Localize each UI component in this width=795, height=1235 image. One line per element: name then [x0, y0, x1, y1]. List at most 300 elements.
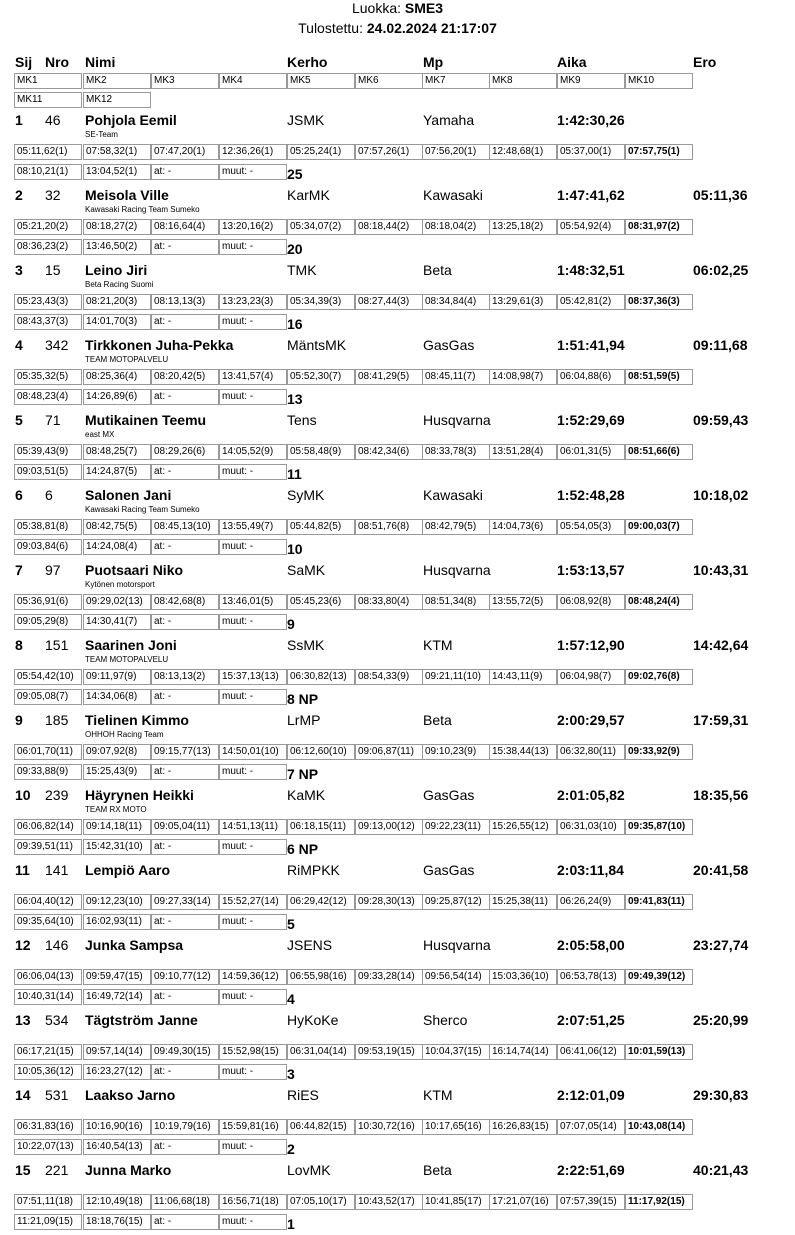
split-time: 14:34,06(8): [83, 689, 151, 705]
team-name: TEAM MOTOPALVELU: [85, 355, 169, 364]
split-time: 09:02,76(8): [625, 669, 693, 685]
bike: Beta: [423, 262, 452, 278]
club: JSENS: [287, 937, 333, 953]
club: SaMK: [287, 562, 326, 578]
split-time: 06:30,82(13): [287, 669, 355, 685]
split-time: 10:05,36(12): [14, 1064, 82, 1080]
split-time: 06:53,78(13): [557, 969, 625, 985]
printed-header: [0, 20, 795, 36]
split-time: 06:12,60(10): [287, 744, 355, 760]
split-time: 05:36,91(6): [14, 594, 82, 610]
class-value: SME3: [404, 0, 444, 16]
start-number: 46: [45, 112, 61, 128]
club: SsMK: [287, 637, 325, 653]
at-penalty: at: -: [151, 164, 219, 180]
start-number: 239: [45, 787, 69, 803]
points: 20: [287, 241, 303, 257]
points: 16: [287, 316, 303, 332]
split-time: 09:41,83(11): [625, 894, 693, 910]
at-penalty: at: -: [151, 764, 219, 780]
split-time: 16:14,74(14): [489, 1044, 557, 1060]
split-header: MK12: [83, 92, 151, 108]
split-time: 09:28,30(13): [355, 894, 423, 910]
split-time: 08:31,97(2): [625, 219, 693, 235]
split-time: 09:11,97(9): [83, 669, 151, 685]
split-time: 08:29,26(6): [151, 444, 219, 460]
gap: 23:27,74: [693, 937, 749, 953]
split-time: 08:25,36(4): [83, 369, 151, 385]
split-time: 13:46,50(2): [83, 239, 151, 255]
points: 11: [287, 466, 302, 482]
split-header: MK4: [219, 73, 287, 89]
start-number: 141: [45, 862, 69, 878]
bike: Beta: [423, 1162, 452, 1178]
rider-name: Pohjola Eemil: [85, 112, 177, 128]
split-time: 09:14,18(11): [83, 819, 151, 835]
rider-name: Leino Jiri: [85, 262, 148, 278]
bike: Beta: [423, 712, 452, 728]
split-time: 16:40,54(13): [83, 1139, 151, 1155]
split-time: 06:26,24(9): [557, 894, 625, 910]
split-time: 15:03,36(10): [489, 969, 557, 985]
split-header: MK9: [557, 73, 625, 89]
total-time: 1:48:32,51: [557, 262, 625, 278]
split-time: 10:01,59(13): [625, 1044, 693, 1060]
split-time: 08:51,34(8): [422, 594, 490, 610]
total-time: 1:57:12,90: [557, 637, 625, 653]
split-time: 14:24,87(5): [83, 464, 151, 480]
split-time: 06:41,06(12): [557, 1044, 625, 1060]
club: RiMPKK: [287, 862, 340, 878]
split-time: 14:05,52(9): [219, 444, 287, 460]
points: 25: [287, 166, 303, 182]
position: 2: [15, 187, 23, 203]
split-time: 09:10,77(12): [151, 969, 219, 985]
other-penalty: muut: -: [219, 164, 287, 180]
points: 5: [287, 916, 295, 932]
split-time: 08:45,13(10): [151, 519, 219, 535]
split-time: 09:07,92(8): [83, 744, 151, 760]
bike: Kawasaki: [423, 187, 483, 203]
start-number: 32: [45, 187, 61, 203]
split-time: 10:04,37(15): [422, 1044, 490, 1060]
start-number: 185: [45, 712, 69, 728]
split-time: 08:33,78(3): [422, 444, 490, 460]
split-time: 08:18,44(2): [355, 219, 423, 235]
total-time: 1:47:41,62: [557, 187, 625, 203]
total-time: 2:00:29,57: [557, 712, 625, 728]
printed-label: Tulostettu:: [298, 20, 363, 36]
points: 8 NP: [287, 691, 319, 707]
total-time: 2:22:51,69: [557, 1162, 625, 1178]
team-name: Kawasaki Racing Team Sumeko: [85, 505, 200, 514]
split-time: 11:17,92(15): [625, 1194, 693, 1210]
split-time: 08:21,20(3): [83, 294, 151, 310]
column-header-gap-header: Ero: [693, 54, 717, 70]
at-penalty: at: -: [151, 989, 219, 1005]
other-penalty: muut: -: [219, 989, 287, 1005]
split-time: 14:26,89(6): [83, 389, 151, 405]
split-time: 08:42,75(5): [83, 519, 151, 535]
at-penalty: at: -: [151, 614, 219, 630]
split-time: 15:52,27(14): [219, 894, 287, 910]
split-time: 05:58,48(9): [287, 444, 355, 460]
split-time: 10:19,79(16): [151, 1119, 219, 1135]
at-penalty: at: -: [151, 1064, 219, 1080]
column-header-club-header: Kerho: [287, 54, 328, 70]
position: 14: [15, 1087, 31, 1103]
position: 4: [15, 337, 23, 353]
other-penalty: muut: -: [219, 1064, 287, 1080]
split-time: 08:48,25(7): [83, 444, 151, 460]
other-penalty: muut: -: [219, 464, 287, 480]
other-penalty: muut: -: [219, 914, 287, 930]
split-time: 13:41,57(4): [219, 369, 287, 385]
split-time: 09:03,84(6): [14, 539, 82, 555]
club: TMK: [287, 262, 317, 278]
split-header: MK8: [489, 73, 557, 89]
position: 7: [15, 562, 23, 578]
split-time: 07:47,20(1): [151, 144, 219, 160]
split-time: 13:51,28(4): [489, 444, 557, 460]
club: LovMK: [287, 1162, 331, 1178]
gap: 29:30,83: [693, 1087, 749, 1103]
split-time: 05:44,82(5): [287, 519, 355, 535]
bike: Sherco: [423, 1012, 468, 1028]
rider-name: Saarinen Joni: [85, 637, 177, 653]
split-time: 06:08,92(8): [557, 594, 625, 610]
total-time: 2:03:11,84: [557, 862, 624, 878]
start-number: 534: [45, 1012, 69, 1028]
split-time: 09:13,00(12): [355, 819, 423, 835]
split-time: 15:52,98(15): [219, 1044, 287, 1060]
split-time: 14:08,98(7): [489, 369, 557, 385]
split-time: 05:45,23(6): [287, 594, 355, 610]
team-name: SE-Team: [85, 130, 118, 139]
split-time: 05:38,81(8): [14, 519, 82, 535]
rider-name: Tielinen Kimmo: [85, 712, 189, 728]
rider-name: Lempiö Aaro: [85, 862, 171, 878]
split-time: 05:34,39(3): [287, 294, 355, 310]
split-time: 09:03,51(5): [14, 464, 82, 480]
start-number: 531: [45, 1087, 69, 1103]
split-header: MK10: [625, 73, 693, 89]
split-time: 06:18,15(11): [287, 819, 355, 835]
gap: 06:02,25: [693, 262, 749, 278]
split-time: 09:33,92(9): [625, 744, 693, 760]
split-time: 09:05,08(7): [14, 689, 82, 705]
split-time: 13:25,18(2): [489, 219, 557, 235]
position: 8: [15, 637, 23, 653]
other-penalty: muut: -: [219, 539, 287, 555]
at-penalty: at: -: [151, 539, 219, 555]
split-time: 09:10,23(9): [422, 744, 490, 760]
split-time: 16:49,72(14): [83, 989, 151, 1005]
split-time: 07:07,05(14): [557, 1119, 625, 1135]
position: 5: [15, 412, 23, 428]
team-name: Beta Racing Suomi: [85, 280, 154, 289]
class-header: [0, 0, 795, 16]
split-time: 08:51,66(6): [625, 444, 693, 460]
split-time: 08:33,80(4): [355, 594, 423, 610]
bike: Husqvarna: [423, 412, 491, 428]
split-time: 09:33,28(14): [355, 969, 423, 985]
split-header: MK6: [355, 73, 423, 89]
start-number: 151: [45, 637, 69, 653]
gap: 10:18,02: [693, 487, 749, 503]
split-time: 09:59,47(15): [83, 969, 151, 985]
rider-name: Junna Marko: [85, 1162, 172, 1178]
points: 7 NP: [287, 766, 319, 782]
split-time: 08:37,36(3): [625, 294, 693, 310]
split-time: 08:34,84(4): [422, 294, 490, 310]
split-time: 05:37,00(1): [557, 144, 625, 160]
start-number: 146: [45, 937, 69, 953]
split-time: 05:23,43(3): [14, 294, 82, 310]
split-time: 08:10,21(1): [14, 164, 82, 180]
other-penalty: muut: -: [219, 689, 287, 705]
split-time: 14:43,11(9): [489, 669, 557, 685]
position: 11: [15, 862, 30, 878]
total-time: 2:01:05,82: [557, 787, 625, 803]
total-time: 1:51:41,94: [557, 337, 625, 353]
other-penalty: muut: -: [219, 389, 287, 405]
gap: 17:59,31: [693, 712, 749, 728]
team-name: Kytönen motorsport: [85, 580, 155, 589]
split-time: 13:23,23(3): [219, 294, 287, 310]
bike: KTM: [423, 637, 453, 653]
split-time: 05:25,24(1): [287, 144, 355, 160]
column-header-nro-header: Nro: [45, 54, 70, 70]
points: 10: [287, 541, 303, 557]
team-name: Kawasaki Racing Team Sumeko: [85, 205, 200, 214]
gap: 40:21,43: [693, 1162, 749, 1178]
split-time: 06:01,70(11): [14, 744, 82, 760]
split-time: 15:26,55(12): [489, 819, 557, 835]
split-time: 10:43,08(14): [625, 1119, 693, 1135]
split-time: 09:35,64(10): [14, 914, 82, 930]
split-time: 15:42,31(10): [83, 839, 151, 855]
team-name: OHHOH Racing Team: [85, 730, 164, 739]
split-time: 15:25,43(9): [83, 764, 151, 780]
at-penalty: at: -: [151, 914, 219, 930]
split-time: 06:04,40(12): [14, 894, 82, 910]
split-time: 06:55,98(16): [287, 969, 355, 985]
split-time: 11:21,09(15): [14, 1214, 82, 1230]
rider-name: Tirkkonen Juha-Pekka: [85, 337, 234, 353]
split-time: 06:31,04(14): [287, 1044, 355, 1060]
split-time: 08:42,79(5): [422, 519, 490, 535]
split-time: 09:06,87(11): [355, 744, 423, 760]
club: JSMK: [287, 112, 325, 128]
split-time: 10:40,31(14): [14, 989, 82, 1005]
club: Tens: [287, 412, 317, 428]
split-time: 05:39,43(9): [14, 444, 82, 460]
split-time: 09:35,87(10): [625, 819, 693, 835]
split-time: 08:41,29(5): [355, 369, 423, 385]
split-time: 08:16,64(4): [151, 219, 219, 235]
split-header: MK2: [83, 73, 151, 89]
team-name: east MX: [85, 430, 115, 439]
split-time: 14:01,70(3): [83, 314, 151, 330]
bike: KTM: [423, 1087, 453, 1103]
split-time: 10:41,85(17): [422, 1194, 490, 1210]
points: 13: [287, 391, 303, 407]
split-time: 06:17,21(15): [14, 1044, 82, 1060]
split-time: 08:43,37(3): [14, 314, 82, 330]
split-time: 09:53,19(15): [355, 1044, 423, 1060]
split-time: 08:13,13(3): [151, 294, 219, 310]
column-header-name-header: Nimi: [85, 54, 116, 70]
split-time: 10:16,90(16): [83, 1119, 151, 1135]
other-penalty: muut: -: [219, 764, 287, 780]
other-penalty: muut: -: [219, 239, 287, 255]
split-time: 05:11,62(1): [14, 144, 82, 160]
split-time: 14:04,73(6): [489, 519, 557, 535]
club: LrMP: [287, 712, 321, 728]
split-time: 09:49,39(12): [625, 969, 693, 985]
start-number: 342: [45, 337, 69, 353]
at-penalty: at: -: [151, 839, 219, 855]
split-time: 09:05,04(11): [151, 819, 219, 835]
start-number: 71: [45, 412, 61, 428]
split-time: 09:56,54(14): [422, 969, 490, 985]
gap: 20:41,58: [693, 862, 749, 878]
split-time: 09:22,23(11): [422, 819, 490, 835]
bike: Kawasaki: [423, 487, 483, 503]
at-penalty: at: -: [151, 1214, 219, 1230]
rider-name: Salonen Jani: [85, 487, 172, 503]
split-time: 13:04,52(1): [83, 164, 151, 180]
gap: 25:20,99: [693, 1012, 749, 1028]
split-header: MK1: [14, 73, 82, 89]
position: 1: [15, 112, 23, 128]
bike: GasGas: [423, 862, 475, 878]
split-time: 15:59,81(16): [219, 1119, 287, 1135]
at-penalty: at: -: [151, 1139, 219, 1155]
split-time: 05:35,32(5): [14, 369, 82, 385]
club: RiES: [287, 1087, 319, 1103]
bike: GasGas: [423, 787, 475, 803]
position: 12: [15, 937, 31, 953]
split-time: 05:42,81(2): [557, 294, 625, 310]
club: KarMK: [287, 187, 330, 203]
start-number: 15: [45, 262, 61, 278]
split-time: 06:04,88(6): [557, 369, 625, 385]
total-time: 2:12:01,09: [557, 1087, 625, 1103]
split-time: 09:21,11(10): [422, 669, 490, 685]
split-time: 09:49,30(15): [151, 1044, 219, 1060]
split-time: 16:26,83(15): [489, 1119, 557, 1135]
gap: 14:42,64: [693, 637, 749, 653]
points: 9: [287, 616, 295, 632]
split-time: 06:29,42(12): [287, 894, 355, 910]
split-time: 08:18,27(2): [83, 219, 151, 235]
points: 1: [287, 1216, 295, 1232]
gap: 10:43,31: [693, 562, 749, 578]
total-time: 1:53:13,57: [557, 562, 625, 578]
points: 4: [287, 991, 295, 1007]
points: 2: [287, 1141, 295, 1157]
split-time: 12:48,68(1): [489, 144, 557, 160]
other-penalty: muut: -: [219, 1214, 287, 1230]
start-number: 97: [45, 562, 61, 578]
total-time: 1:52:48,28: [557, 487, 625, 503]
start-number: 221: [45, 1162, 69, 1178]
club: KaMK: [287, 787, 326, 803]
club: MäntsMK: [287, 337, 347, 353]
rider-name: Junka Sampsa: [85, 937, 184, 953]
split-time: 13:46,01(5): [219, 594, 287, 610]
position: 15: [15, 1162, 31, 1178]
split-time: 08:18,04(2): [422, 219, 490, 235]
split-time: 08:51,59(5): [625, 369, 693, 385]
split-time: 09:57,14(14): [83, 1044, 151, 1060]
split-time: 07:58,32(1): [83, 144, 151, 160]
split-time: 11:06,68(18): [151, 1194, 219, 1210]
split-time: 06:31,03(10): [557, 819, 625, 835]
split-time: 08:36,23(2): [14, 239, 82, 255]
at-penalty: at: -: [151, 389, 219, 405]
position: 9: [15, 712, 23, 728]
split-time: 16:02,93(11): [83, 914, 151, 930]
split-time: 08:51,76(8): [355, 519, 423, 535]
split-time: 09:33,88(9): [14, 764, 82, 780]
split-time: 09:39,51(11): [14, 839, 82, 855]
split-time: 09:29,02(13): [83, 594, 151, 610]
split-time: 05:54,05(3): [557, 519, 625, 535]
split-time: 07:57,26(1): [355, 144, 423, 160]
split-time: 07:57,39(15): [557, 1194, 625, 1210]
split-time: 12:36,26(1): [219, 144, 287, 160]
split-time: 05:34,07(2): [287, 219, 355, 235]
split-time: 05:54,92(4): [557, 219, 625, 235]
rider-name: Tägtström Janne: [85, 1012, 198, 1028]
gap: 18:35,56: [693, 787, 749, 803]
split-time: 14:51,13(11): [219, 819, 287, 835]
rider-name: Mutikainen Teemu: [85, 412, 207, 428]
rider-name: Häyrynen Heikki: [85, 787, 194, 803]
split-time: 13:29,61(3): [489, 294, 557, 310]
split-time: 09:00,03(7): [625, 519, 693, 535]
rider-name: Laakso Jarno: [85, 1087, 176, 1103]
split-time: 10:22,07(13): [14, 1139, 82, 1155]
split-time: 08:54,33(9): [355, 669, 423, 685]
bike: Husqvarna: [423, 562, 491, 578]
split-time: 06:01,31(5): [557, 444, 625, 460]
printed-value: 24.02.2024 21:17:07: [366, 20, 497, 36]
split-time: 08:20,42(5): [151, 369, 219, 385]
split-time: 06:31,83(16): [14, 1119, 82, 1135]
split-time: 09:27,33(14): [151, 894, 219, 910]
points: 3: [287, 1066, 295, 1082]
position: 10: [15, 787, 31, 803]
split-time: 06:04,98(7): [557, 669, 625, 685]
split-time: 18:18,76(15): [83, 1214, 151, 1230]
split-time: 08:48,24(4): [625, 594, 693, 610]
bike: Yamaha: [423, 112, 475, 128]
split-time: 06:06,04(13): [14, 969, 82, 985]
gap: 09:59,43: [693, 412, 749, 428]
split-time: 14:50,01(10): [219, 744, 287, 760]
split-time: 09:15,77(13): [151, 744, 219, 760]
split-time: 06:32,80(11): [557, 744, 625, 760]
gap: 09:11,68: [693, 337, 748, 353]
split-time: 14:59,36(12): [219, 969, 287, 985]
column-header-pos-header: Sij: [15, 54, 33, 70]
club: HyKoKe: [287, 1012, 339, 1028]
split-time: 06:44,82(15): [287, 1119, 355, 1135]
